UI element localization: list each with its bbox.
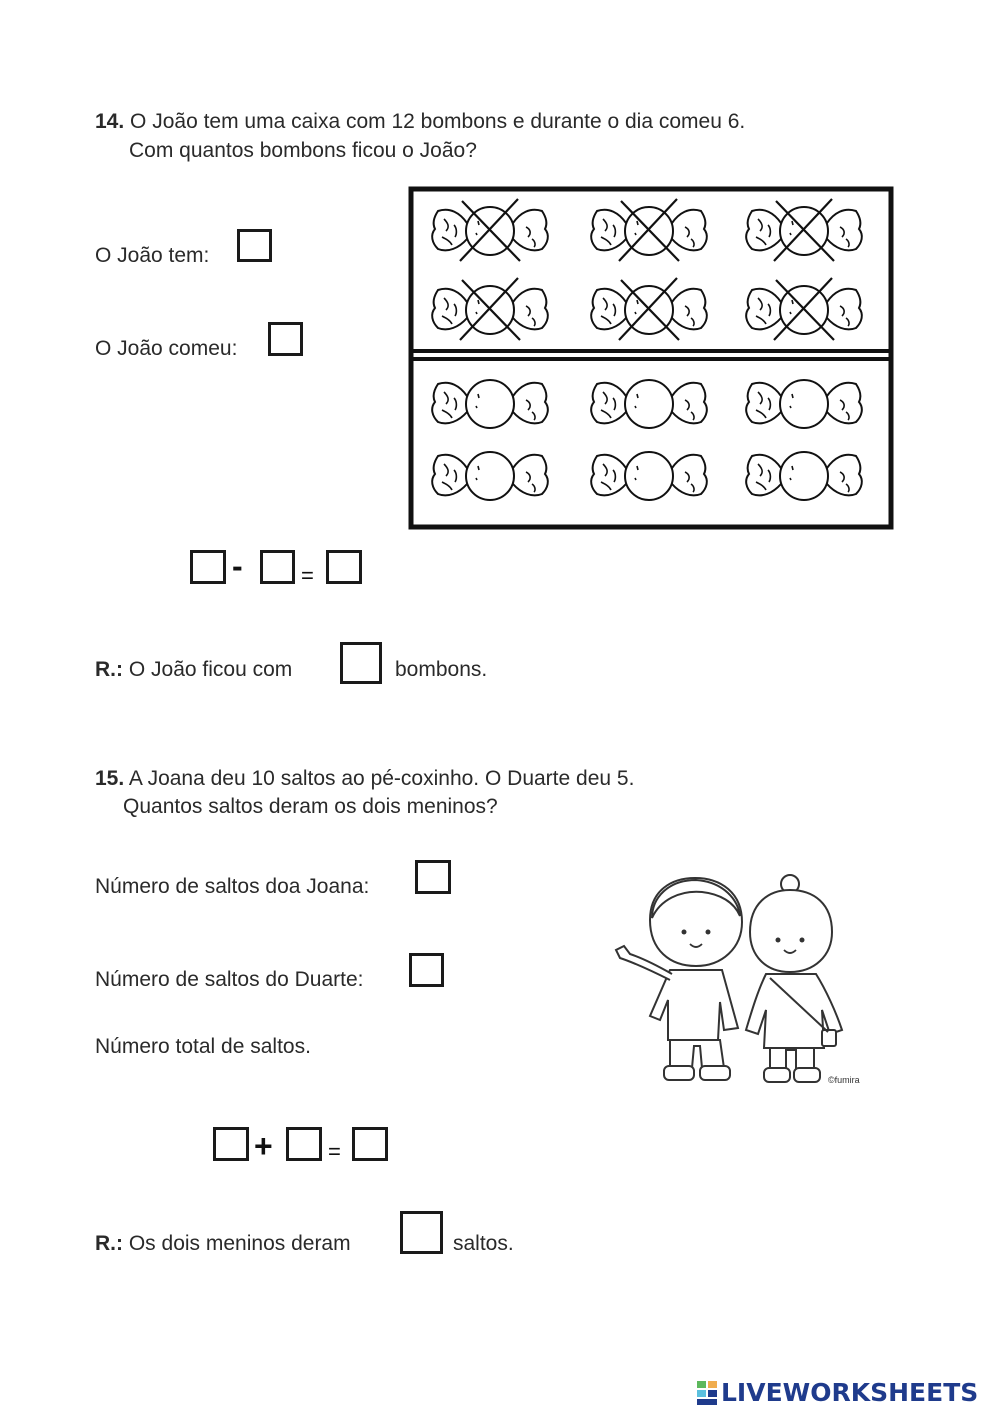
q14-answer-line	[95, 656, 292, 684]
q14-answer-suffix: bombons.	[395, 658, 488, 681]
q15-line2: Quantos saltos deram os dois meninos?	[123, 795, 498, 818]
q15-answer-prefix: R.:	[95, 1232, 123, 1255]
q15-joana-input-box[interactable]	[415, 860, 451, 894]
q15-answer-text: Os dois meninos deram	[128, 1232, 351, 1255]
girl-legs	[770, 1048, 814, 1070]
q14-statement	[95, 108, 745, 136]
q15-answer-line	[95, 1230, 351, 1258]
q15-addend2-box[interactable]	[286, 1127, 322, 1161]
liveworksheets-logo-icon	[697, 1379, 719, 1407]
q14-answer-box[interactable]	[340, 642, 382, 684]
q15-line1: A Joana deu 10 saltos ao pé-coxinho. O Duarte deu 5.	[128, 767, 635, 790]
q14-minuend-box[interactable]	[190, 550, 226, 584]
q14-had-input-box[interactable]	[237, 229, 272, 262]
q15-duarte-label: Número de saltos do Duarte:	[95, 968, 364, 991]
q15-answer-suffix: saltos.	[453, 1232, 514, 1255]
q15-number: 15.	[95, 767, 125, 790]
q15-sum-box[interactable]	[352, 1127, 388, 1161]
q15-joana-label: Número de saltos doa Joana:	[95, 875, 370, 898]
q14-answer-prefix: R.:	[95, 658, 123, 681]
q14-subtrahend-box[interactable]	[260, 550, 295, 584]
illustration-credit: ©fumira	[828, 1075, 860, 1085]
girl-head	[750, 890, 832, 972]
q15-answer-box[interactable]	[400, 1211, 443, 1254]
q14-line2: Com quantos bombons ficou o João?	[129, 139, 477, 162]
q14-ate-input-box[interactable]	[268, 322, 303, 356]
children-illustration	[610, 870, 870, 1100]
q14-difference-box[interactable]	[326, 550, 362, 584]
boy-legs	[670, 1040, 724, 1068]
minus-sign: -	[232, 548, 243, 584]
q15-statement	[95, 765, 634, 793]
q15-addend1-box[interactable]	[213, 1127, 249, 1161]
q14-answer-text: O João ficou com	[128, 658, 293, 681]
q14-number: 14.	[95, 110, 125, 133]
q15-duarte-input-box[interactable]	[409, 953, 444, 987]
plus-sign: +	[254, 1128, 273, 1164]
q14-had-label: O João tem:	[95, 244, 210, 267]
liveworksheets-logo-text: LIVEWORKSHEETS	[721, 1378, 979, 1407]
q14-ate-label: O João comeu:	[95, 337, 238, 360]
q14-line1: O João tem uma caixa com 12 bombons e durante o dia comeu 6.	[130, 110, 746, 133]
liveworksheets-logo	[697, 1378, 978, 1407]
equals-sign: =	[301, 563, 314, 588]
candy-box-illustration	[408, 186, 894, 530]
equals-sign: =	[328, 1139, 341, 1164]
q15-total-label: Número total de saltos.	[95, 1035, 311, 1058]
boy-body	[650, 970, 738, 1040]
